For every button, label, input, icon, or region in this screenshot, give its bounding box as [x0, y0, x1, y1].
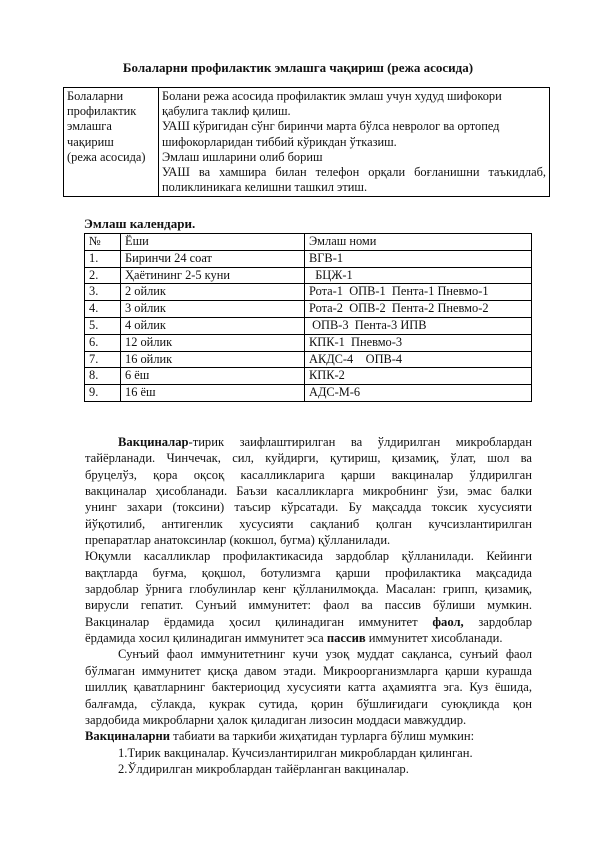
cell-age: Биринчи 24 соат: [121, 250, 305, 267]
cell-age: 4 ойлик: [121, 317, 305, 334]
paragraph-text: ёрдамида хосил қилинадиган иммунитет эса: [85, 631, 327, 646]
cell-vaccine: Рота-1 ОПВ-1 Пента-1 Пневмо-1: [305, 284, 532, 301]
table-header-row: [85, 234, 532, 251]
cell-number: 3.: [85, 284, 121, 301]
paragraph-line: шиллиқ қаватларнинг бактериоцид хусусияти катта аҳамиятга эга. Куз ёшида,: [85, 680, 532, 695]
summary-right-line: қабулига таклиф қилиш.: [162, 104, 291, 119]
cell-number: 8.: [85, 368, 121, 385]
summary-left-line: профилактик: [67, 104, 137, 119]
paragraph-line: унинг захари (токсини) таъсир кўрсатади. Бу мақсадда токсик хусусияти: [85, 500, 532, 515]
paragraph-line: [85, 614, 532, 630]
paragraph-text: Вакциналар ёрдамида ҳосил қилинадиган иммунитет: [85, 614, 433, 629]
paragraph-text: -тирик заифлаштирилган ва ўлдирилган микроблардан: [188, 435, 532, 449]
table-row: [85, 267, 532, 284]
cell-number: 6.: [85, 334, 121, 351]
body-text: [85, 434, 532, 777]
cell-age: 3 ойлик: [121, 301, 305, 318]
table-row: [85, 301, 532, 318]
cell-number: 1.: [85, 250, 121, 267]
paragraph-text: зардоблар: [463, 614, 532, 629]
paragraph-text: иммунитет хисобланади.: [365, 631, 503, 646]
summary-left-cell: [64, 88, 159, 197]
header-cell-number: №: [85, 234, 121, 251]
cell-vaccine: АДС-М-6: [305, 385, 532, 402]
vaccination-calendar-table: [84, 233, 532, 402]
summary-row: [64, 88, 550, 197]
summary-right-line: шифокорларидан тиббий кўрикдан ўтказиш.: [162, 134, 397, 149]
paragraph-line: [85, 728, 532, 744]
table-row: [85, 368, 532, 385]
table-row: [85, 284, 532, 301]
term-vaccines: Вакциналар: [118, 435, 189, 449]
paragraph-line: препаратлар анатоксинлар (кокшол, бугма) қўлланилади.: [85, 533, 391, 548]
paragraph-line: зардоблар ўрнига глобулинлар кенг қўлланилмоқда. Масалан: грипп, қизамиқ,: [85, 582, 532, 597]
paragraph-text: табиати ва таркиби жиҳатидан турларга бўлиш мумкин:: [170, 729, 475, 744]
summary-left-line: Болаларни: [67, 89, 124, 103]
cell-vaccine: ВГВ-1: [305, 250, 532, 267]
list-item: 2.Ўлдирилган микроблардан тайёрланган вакциналар.: [118, 761, 409, 776]
cell-age: 16 ёш: [121, 385, 305, 402]
table-row: [85, 250, 532, 267]
paragraph-line: бруцелўз, қора оқсоқ касалликларига қарши вакциналар ўлдирилган: [85, 467, 532, 482]
summary-right-line: Болани режа асосида профилактик эмлаш учун худуд шифокори: [162, 89, 502, 103]
cell-vaccine: БЦЖ-1: [305, 267, 532, 284]
summary-table: [63, 87, 550, 197]
cell-age: Ҳаётининг 2-5 куни: [121, 267, 305, 284]
cell-number: 9.: [85, 385, 121, 402]
header-cell-vaccine: Эмлаш номи: [305, 234, 532, 251]
term-vaccines-types: Вакциналарни: [85, 729, 171, 744]
paragraph-line: тайёрланади. Чинчечак, сил, куйдирги, қутириш, қизамиқ, ўлат, шол ва: [85, 451, 532, 466]
paragraph-line: балғамда, сўлакда, кукрак сутида, қорин бўшлиғидаги суюқликда қон: [85, 696, 532, 711]
cell-age: 2 ойлик: [121, 284, 305, 301]
paragraph-line: Сунъий фаол иммунитетнинг кучи узоқ муддат сақланса, сунъий фаол: [118, 647, 532, 662]
cell-age: 12 ойлик: [121, 334, 305, 351]
cell-number: 5.: [85, 317, 121, 334]
cell-number: 7.: [85, 351, 121, 368]
cell-vaccine: КПК-1 Пневмо-3: [305, 334, 532, 351]
summary-right-line: поликлиникага келишни ташкил этиш.: [162, 180, 368, 195]
paragraph-line: зардобида микробларни ҳалок қиладиган лизосин моддаси мавжуддир.: [85, 712, 467, 727]
paragraph-line: йўқотилиб, антигенлик хусусияти сақланиб қолган кучсизлантирилган: [85, 516, 532, 531]
calendar-title: Эмлаш календари.: [84, 216, 196, 231]
term-passive: пассив: [326, 631, 366, 646]
table-row: [85, 385, 532, 402]
list-item: 1.Тирик вакциналар. Кучсизлантирилган микроблардан қилинган.: [118, 745, 473, 760]
summary-right-cell: [159, 88, 550, 197]
cell-vaccine: ОПВ-3 Пента-3 ИПВ: [305, 317, 532, 334]
table-row: [85, 317, 532, 334]
header-cell-age: Ёши: [121, 234, 305, 251]
paragraph-line: [85, 434, 532, 450]
table-row: [85, 334, 532, 351]
summary-left-line: чақириш: [67, 134, 114, 149]
paragraph-line: вирусли гепатит. Сунъий иммунитет: фаол ва пассив бўлиши мумкин.: [85, 598, 532, 613]
cell-age: 6 ёш: [121, 368, 305, 385]
term-active: фаол,: [432, 614, 464, 629]
paragraph-line: вакциналар ҳисобланади. Баъзи касалликларга микробнинг ўзи, эмас балки: [85, 484, 532, 499]
cell-vaccine: КПК-2: [305, 368, 532, 385]
paragraph-line: Юқумли касалликлар профилактикасида зардоблар қўлланилади. Кейинги: [85, 549, 532, 564]
paragraph-line: [85, 630, 532, 646]
cell-number: 2.: [85, 267, 121, 284]
summary-left-line: (режа асосида): [67, 149, 146, 164]
cell-vaccine: Рота-2 ОПВ-2 Пента-2 Пневмо-2: [305, 301, 532, 318]
summary-right-line: Эмлаш ишларини олиб бориш: [162, 149, 323, 164]
summary-right-line: УАШ кўригидан сўнг биринчи марта бўлса невролог ва ортопед: [162, 119, 500, 134]
cell-age: 16 ойлик: [121, 351, 305, 368]
paragraph-line: бўлмаган иммунитет қисқа давом этади. Микроорганизмларга қарши курашда: [85, 663, 532, 678]
summary-left-line: эмлашга: [67, 119, 112, 134]
table-row: [85, 351, 532, 368]
cell-vaccine: АКДС-4 ОПВ-4: [305, 351, 532, 368]
summary-right-line: УАШ ва хамшира билан телефон орқали боғланишни таъкидлаб,: [162, 165, 546, 180]
cell-number: 4.: [85, 301, 121, 318]
page-title: Болаларни профилактик эмлашга чақириш (режа асосида): [122, 60, 474, 75]
paragraph-line: вақтларда буғма, қоқшол, ботулизмга қарши профилактика мақсадида: [85, 565, 532, 580]
